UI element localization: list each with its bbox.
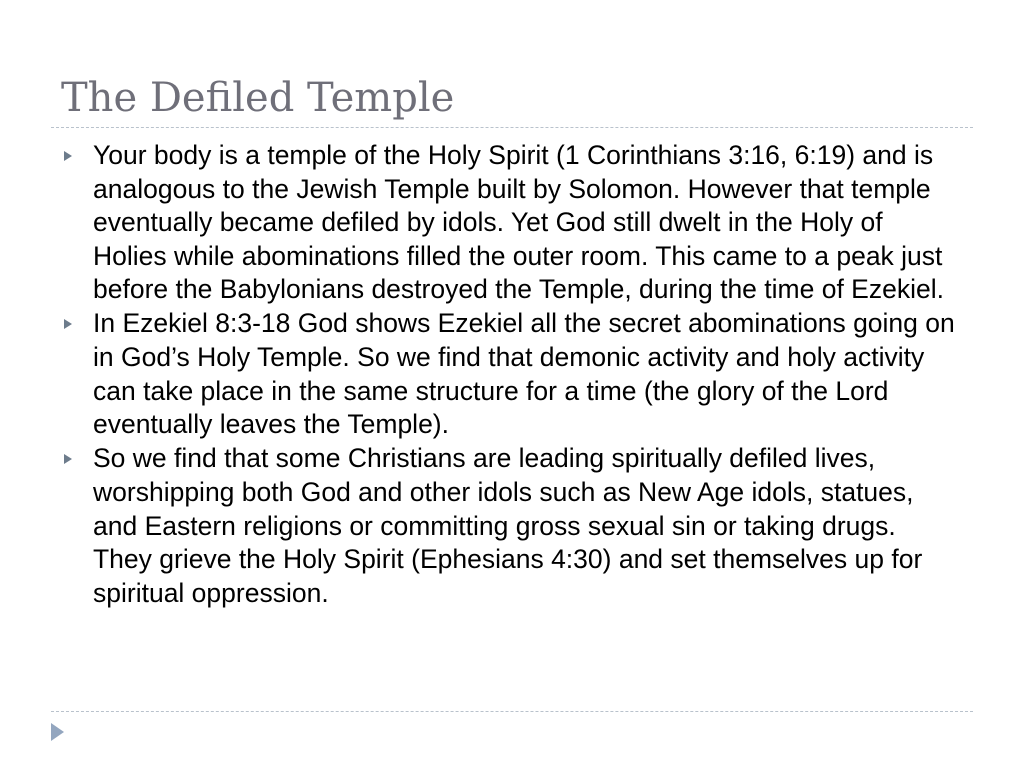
bullet-item xyxy=(60,139,960,307)
bullet-item xyxy=(60,307,960,441)
bullet-text: In Ezekiel 8:3-18 God shows Ezekiel all the secret abominations going on in God’s Holy Temple. So we find that demonic activity and holy activity can take place in the same structure for a time (the glory of the Lord eventually leaves the Temple). xyxy=(93,308,955,440)
next-slide-icon[interactable] xyxy=(51,723,64,741)
slide-title: The Defiled Temple xyxy=(61,75,455,121)
footer-divider xyxy=(51,711,973,712)
triangle-right-icon xyxy=(64,319,72,329)
bullet-text: Your body is a temple of the Holy Spirit (1 Corinthians 3:16, 6:19) and is analogous to the Jewish Temple built by Solomon. However that temple eventually became defiled by idols. Yet God still dwelt in the Holy of Holies while abominations filled the outer room. This came to a peak just before the Babylonians destroyed the Temple, during the time of Ezekiel. xyxy=(93,140,944,305)
triangle-right-icon xyxy=(64,454,72,464)
bullet-list xyxy=(60,139,960,611)
bullet-item xyxy=(60,442,960,610)
triangle-right-icon xyxy=(64,151,72,161)
title-divider xyxy=(51,127,973,128)
bullet-text: So we find that some Christians are leading spiritually defiled lives, worshipping both God and other idols such as New Age idols, statues, and Eastern religions or committing gross sexual sin or taking drugs. They grieve the Holy Spirit (Ephesians 4:30) and set themselves up for spiritual oppression. xyxy=(93,443,923,608)
